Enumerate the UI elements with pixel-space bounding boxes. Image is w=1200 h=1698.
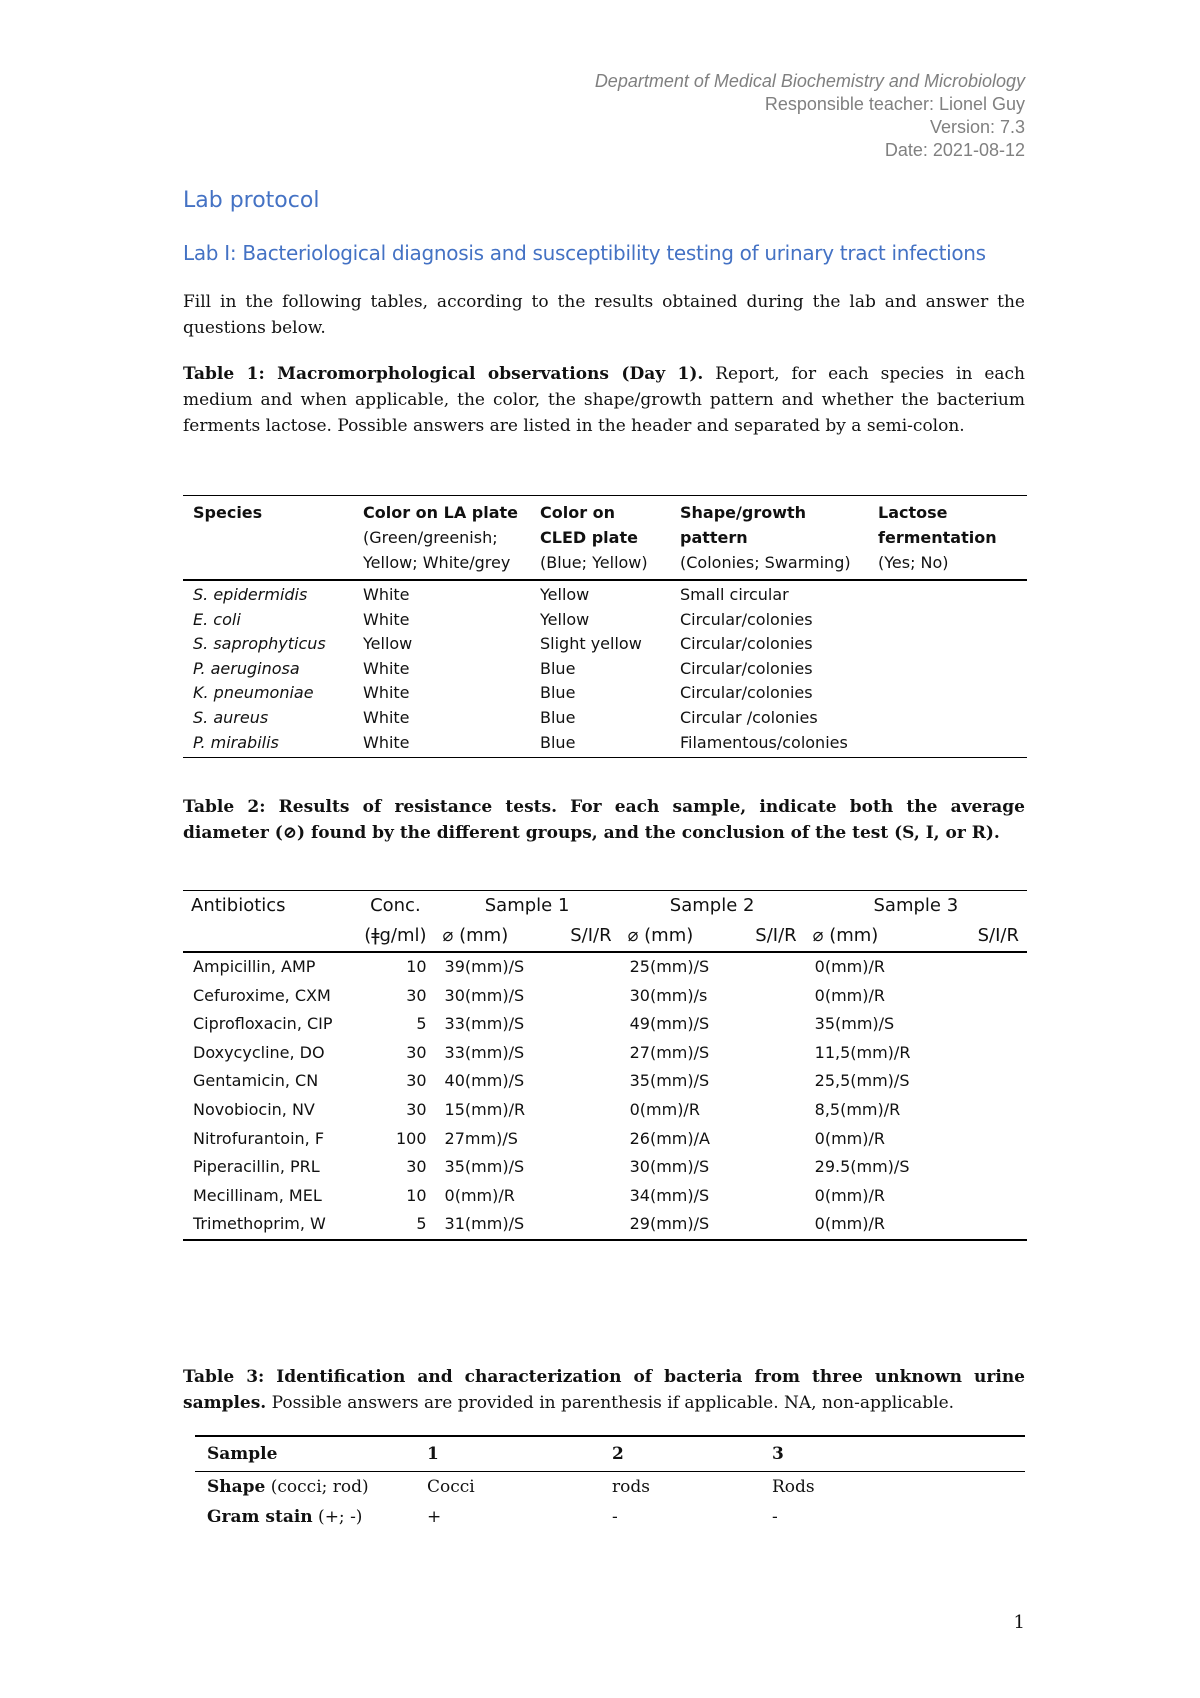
sample2-result: 25(mm)/S [629,957,710,976]
table-header-row [183,496,1027,581]
table-cell: Rods [772,1477,815,1497]
table-header-row [195,1436,1025,1472]
page-number: 1 [1013,1612,1025,1633]
table-row [183,982,1027,1011]
table-cell: Circular /colonies [680,707,818,727]
table-cell: Blue [540,658,576,678]
table-subheader-row [183,921,1027,952]
sample1-result: 35(mm)/S [444,1157,525,1177]
sample2-result: 35(mm)/S [629,1071,710,1091]
table-header-row [183,891,1027,922]
column-header-lactose: Lactose fermentation (Yes; No) [878,503,997,572]
row-label-gram-stain: Gram stain (+; -) [207,1507,363,1527]
table-cell: Circular/colonies [680,609,813,629]
sample3-result: 0(mm)/R [814,985,885,1005]
concentration: 100 [396,1128,427,1148]
table-cell: Circular/colonies [680,634,813,654]
table-cell: Slight yellow [540,634,642,654]
concentration: 30 [406,1157,427,1177]
column-header-cled-color: Color on CLED plate (Blue; Yellow) [540,503,648,572]
column-header-conc: Conc. [370,895,421,916]
table-cell: Blue [540,707,576,727]
sample3-result: 8,5(mm)/R [814,1099,901,1119]
column-header-antibiotics: Antibiotics [191,895,286,916]
column-header-sample-2: Sample 2 [669,895,755,916]
concentration: 10 [406,957,427,976]
antibiotic-name: Gentamicin, CN [193,1071,319,1091]
table3-caption-text: Possible answers are provided in parenthesis if applicable. NA, non-applicable. [266,1393,955,1413]
antibiotic-name: Ciprofloxacin, CIP [193,1014,333,1034]
column-header-sample-1: 1 [427,1444,439,1464]
table-row [183,580,1027,608]
concentration: 30 [406,985,427,1005]
table3-caption [183,1364,1025,1416]
antibiotic-name: Novobiocin, NV [193,1099,315,1119]
antibiotic-name: Nitrofurantoin, F [193,1128,325,1148]
table3-caption-title: Table 3: Identification and characterization of bacteria from three unknown urine samples. [183,1367,1025,1413]
table-row [183,1182,1027,1211]
table-row [183,706,1027,731]
table-cell: + [427,1507,442,1527]
column-header-la-color: Color on LA plate (Green/greenish; Yellow; White/grey [363,503,519,572]
column-header-sample-3: Sample 3 [873,895,959,916]
table-cell [868,731,1027,758]
table-cell: White [363,585,410,604]
intro-paragraph: Fill in the following tables, according to the results obtained during the lab and answer the questions below. [183,292,1025,338]
species-cell: P. mirabilis [193,732,279,752]
table-row [183,731,1027,758]
column-header-sir: S/I/R [977,925,1019,946]
table-cell: - [772,1507,778,1527]
sample1-result: 33(mm)/S [444,1042,525,1062]
concentration: 10 [406,1185,427,1205]
resistance-tests-table [183,890,1027,1241]
table-cell [868,580,1027,608]
table-cell: White [363,609,410,629]
species-cell: S. saprophyticus [193,634,326,654]
table-row [195,1502,1025,1532]
table-cell [868,706,1027,731]
sample3-result: 11,5(mm)/R [814,1042,911,1062]
column-header-sample-2: 2 [612,1444,624,1464]
column-header-sample: Sample [207,1444,278,1464]
table-cell: Circular/colonies [680,683,813,703]
table-cell: Blue [540,732,576,752]
version: Version: 7.3 [929,117,1025,137]
sample3-result: 0(mm)/R [814,1128,885,1148]
sample2-result: 34(mm)/S [629,1185,710,1205]
table-cell: Cocci [427,1477,475,1497]
antibiotic-name: Cefuroxime, CXM [193,985,331,1005]
table-row [183,681,1027,706]
antibiotic-name: Piperacillin, PRL [193,1157,320,1177]
table-cell: White [363,683,410,703]
table-cell [868,608,1027,633]
sample3-result: 25,5(mm)/S [814,1071,910,1091]
row-label-shape: Shape (cocci; rod) [207,1477,369,1497]
sample1-result: 39(mm)/S [444,957,525,976]
sample1-result: 30(mm)/S [444,985,525,1005]
sample1-result: 27mm)/S [444,1128,518,1148]
document-header [595,70,1025,162]
responsible-teacher: Responsible teacher: Lionel Guy [764,94,1025,114]
table-cell: White [363,707,410,727]
department-name: Department of Medical Biochemistry and Microbiology [594,71,1025,91]
table-row [183,1039,1027,1068]
table-cell: White [363,732,410,752]
species-cell: E. coli [193,609,241,629]
table-cell: White [363,658,410,678]
sample3-result: 35(mm)/S [814,1014,895,1034]
sample1-result: 40(mm)/S [444,1071,525,1091]
species-cell: S. epidermidis [193,585,308,604]
empty-header-cell [183,921,356,952]
table-cell: Yellow [540,609,590,629]
column-header-conc-unit: (ǂg/ml) [364,925,427,946]
column-header-diameter: ⌀ (mm) [812,925,879,946]
table1-caption [183,361,1025,439]
table-row [183,608,1027,633]
table2-caption: Table 2: Results of resistance tests. For each sample, indicate both the average diameter (⊘) found by the different groups, and the conclusion of the test (S, I, or R). [183,797,1025,843]
sample2-result: 49(mm)/S [629,1014,710,1034]
species-cell: P. aeruginosa [193,658,300,678]
antibiotic-name: Mecillinam, MEL [193,1185,322,1205]
column-header-diameter: ⌀ (mm) [627,925,694,946]
table-cell [868,632,1027,657]
table1-caption-title: Table 1: Macromorphological observations (Day 1). [183,364,704,384]
table-cell [868,681,1027,706]
column-header-diameter: ⌀ (mm) [442,925,509,946]
table-cell: Yellow [363,634,413,654]
table-row [183,1210,1027,1240]
table-cell: Blue [540,683,576,703]
date: Date: 2021-08-12 [884,140,1025,160]
column-header-species: Species [193,503,263,522]
sample1-result: 15(mm)/R [444,1099,526,1119]
sample2-result: 27(mm)/S [629,1042,710,1062]
table1-caption-text: Report, for each species in each medium and when applicable, the color, the shape/growth pattern and whether the bacterium ferments lactose. Possible answers are listed in the header and separated by a semi-colon. [183,364,1025,436]
table-row [183,1067,1027,1096]
table-cell: rods [612,1477,650,1497]
sample2-result: 26(mm)/A [629,1128,710,1148]
page-title: Lab protocol [183,188,320,213]
concentration: 30 [406,1042,427,1062]
antibiotic-name: Doxycycline, DO [193,1042,325,1062]
sample2-result: 0(mm)/R [629,1099,700,1119]
sample2-result: 29(mm)/S [629,1214,710,1234]
table-row [183,657,1027,682]
table-row [183,1096,1027,1125]
species-cell: S. aureus [193,707,269,727]
table-row [183,632,1027,657]
table-row [195,1472,1025,1503]
column-header-sir: S/I/R [755,925,797,946]
sample3-result: 0(mm)/R [814,957,885,976]
column-header-sir: S/I/R [570,925,612,946]
species-cell: K. pneumoniae [193,683,314,703]
macromorphology-table [183,495,1027,758]
concentration: 5 [416,1014,427,1034]
sample3-result: 0(mm)/R [814,1214,885,1234]
concentration: 5 [416,1214,427,1234]
table-cell [868,657,1027,682]
concentration: 30 [406,1071,427,1091]
table-cell: Circular/colonies [680,658,813,678]
column-header-sample-3: 3 [772,1444,784,1464]
sample1-result: 33(mm)/S [444,1014,525,1034]
column-header-sample-1: Sample 1 [484,895,570,916]
table-cell: - [612,1507,618,1527]
sample2-result: 30(mm)/s [629,985,708,1005]
table-row [183,1153,1027,1182]
concentration: 30 [406,1099,427,1119]
lab-subtitle: Lab I: Bacteriological diagnosis and susceptibility testing of urinary tract infections [183,241,986,265]
antibiotic-name: Ampicillin, AMP [193,957,316,976]
sample1-result: 31(mm)/S [444,1214,525,1234]
sample2-result: 30(mm)/S [629,1157,710,1177]
sample3-result: 0(mm)/R [814,1185,885,1205]
table-cell: Small circular [680,585,789,604]
sample1-result: 0(mm)/R [444,1185,515,1205]
identification-table [195,1435,1025,1532]
table-row [183,1125,1027,1154]
table-row [183,952,1027,982]
column-header-shape: Shape/growth pattern (Colonies; Swarming) [680,503,851,572]
table-row [183,1010,1027,1039]
table-cell: Yellow [540,585,590,604]
sample3-result: 29.5(mm)/S [814,1157,910,1177]
antibiotic-name: Trimethoprim, W [193,1214,326,1234]
table-cell: Filamentous/colonies [680,732,848,752]
